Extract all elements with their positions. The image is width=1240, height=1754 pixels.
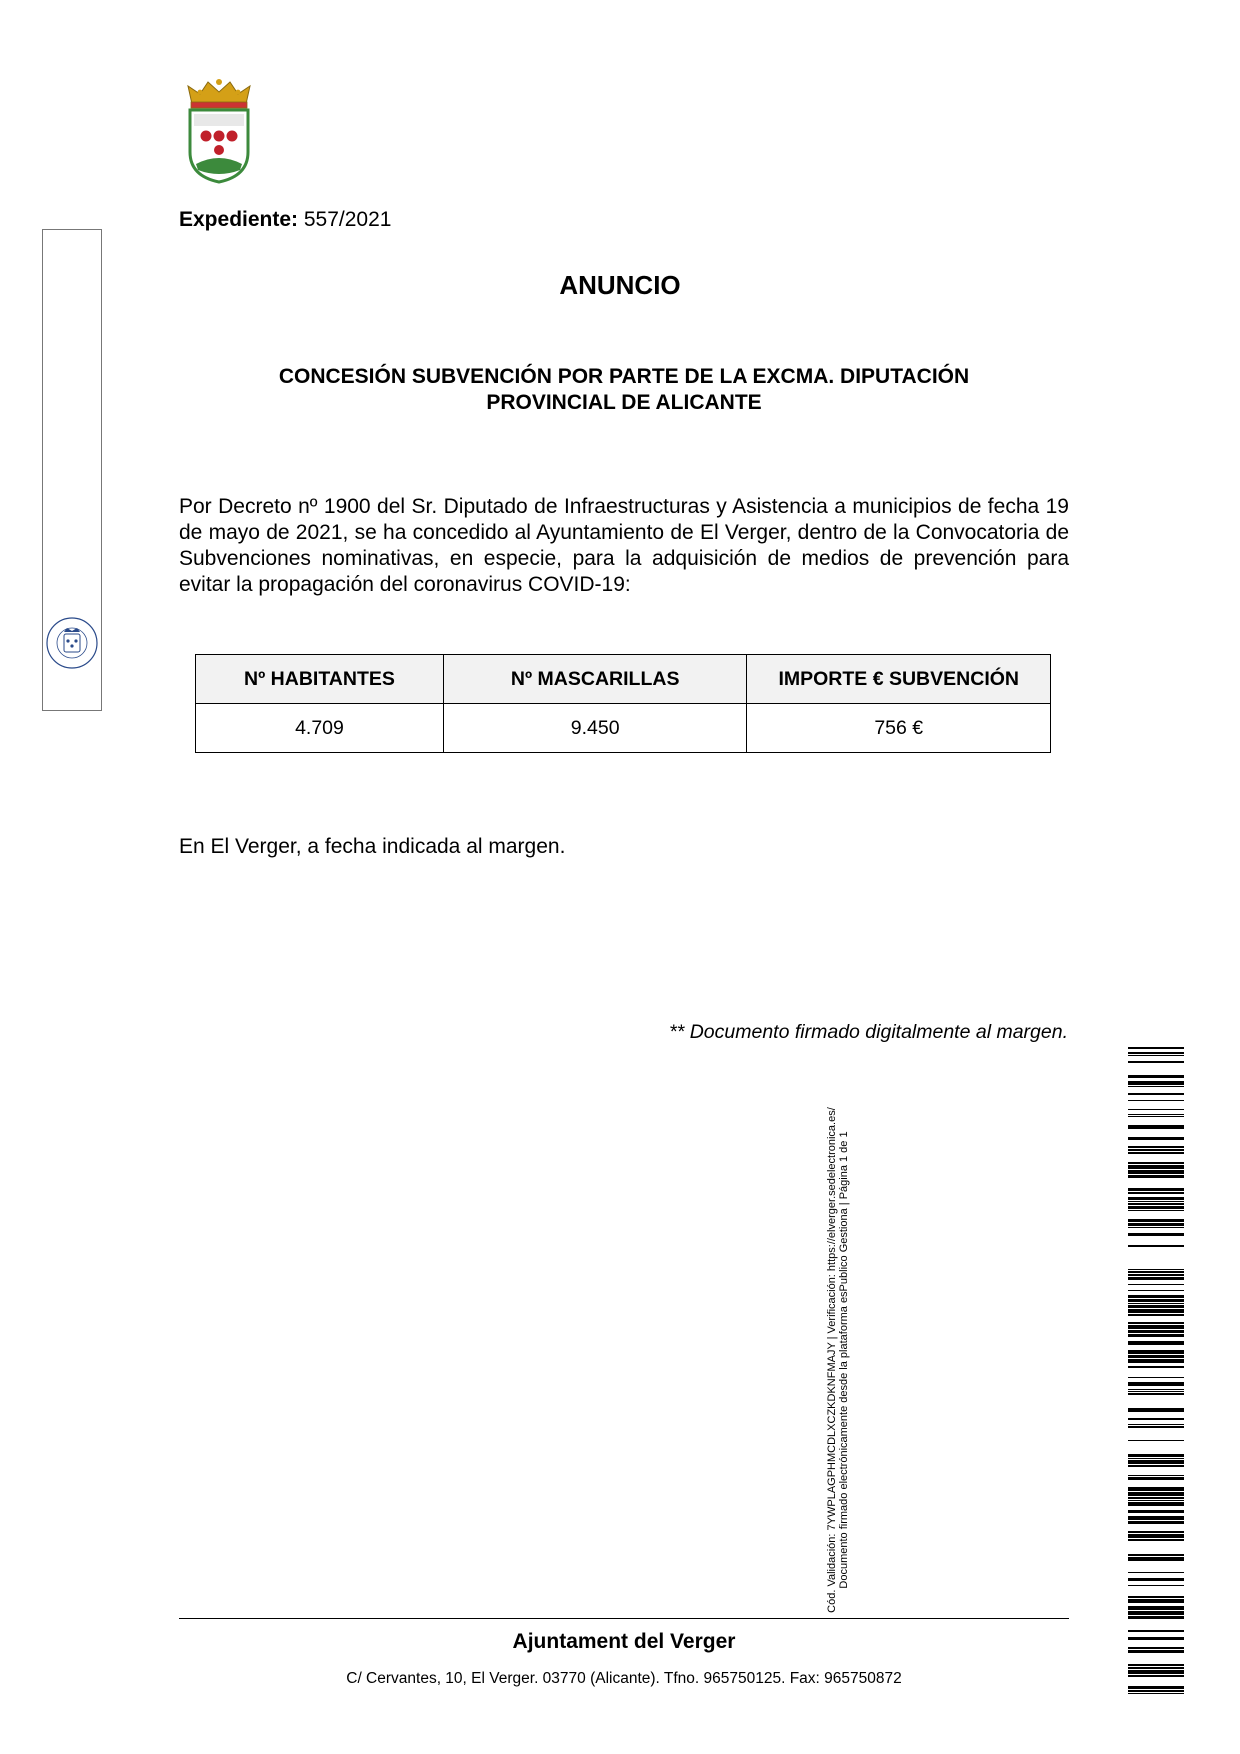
subtitle-line-1: CONCESIÓN SUBVENCIÓN POR PARTE DE LA EXCMA. DIPUTACIÓN <box>278 365 970 388</box>
barcode-bar <box>1128 1114 1184 1115</box>
closing-line: En El Verger, a fecha indicada al margen. <box>179 835 566 858</box>
barcode-bar <box>1128 1426 1184 1428</box>
barcode-bar <box>1128 1475 1184 1476</box>
cell-habitantes: 4.709 <box>196 704 444 753</box>
expediente-label: Expediente: <box>179 208 299 231</box>
seal-icon <box>45 616 99 670</box>
barcode-bar <box>1128 1382 1184 1386</box>
barcode-bar <box>1128 1330 1184 1333</box>
barcode-bar <box>1128 1284 1184 1285</box>
barcode-bar <box>1128 1465 1184 1467</box>
barcode-bar <box>1128 1152 1184 1154</box>
barcode-bar <box>1128 1206 1184 1209</box>
column-header-habitantes: Nº HABITANTES <box>196 655 444 704</box>
barcode-bar <box>1128 1341 1184 1345</box>
barcode-bar <box>1128 1299 1184 1302</box>
barcode-bar <box>1128 1322 1184 1324</box>
barcode-bar <box>1128 1305 1184 1308</box>
barcode-bar <box>1128 1670 1184 1674</box>
barcode-bar <box>1128 1637 1184 1640</box>
barcode-bar <box>1128 1047 1184 1049</box>
barcode-bar <box>1128 1487 1184 1491</box>
barcode-bar <box>1128 1093 1184 1095</box>
signed-note: ** Documento firmado digitalmente al margen. <box>669 1021 1068 1043</box>
barcode-bar <box>1128 1578 1184 1581</box>
barcode-bar <box>1128 1309 1184 1313</box>
barcode-bar <box>1128 1497 1184 1499</box>
barcode-bar <box>1128 1165 1184 1169</box>
footer-address: C/ Cervantes, 10, El Verger. 03770 (Alicante). Tfno. 965750125. Fax: 965750872 <box>346 1670 902 1687</box>
barcode-bar <box>1128 1647 1184 1649</box>
barcode-bar <box>1128 1596 1184 1598</box>
barcode-bar <box>1128 1197 1184 1200</box>
barcode-bar <box>1128 1137 1184 1140</box>
barcode-bar <box>1128 1500 1184 1501</box>
cell-mascarillas: 9.450 <box>443 704 747 753</box>
barcode-bar <box>1128 1052 1184 1054</box>
column-header-importe: IMPORTE € SUBVENCIÓN <box>747 655 1051 704</box>
barcode-bar <box>1128 1109 1184 1110</box>
barcode-bar <box>1128 1454 1184 1457</box>
footer-divider <box>179 1618 1069 1619</box>
barcode-bar <box>1128 1389 1184 1390</box>
barcode-bar <box>1128 1201 1184 1202</box>
body-paragraph: Por Decreto nº 1900 del Sr. Diputado de Infraestructuras y Asistencia a municipios de fecha 19 de mayo de 2021, se ha concedido al Ayuntamiento de El Verger, dentro de la Convocatoria de Subvenciones nominativas, en especie, para la adquisición de medios de prevención para evitar la propagación del coronavirus COVID-19: <box>179 495 1069 596</box>
barcode-bar <box>1128 1223 1184 1226</box>
barcode-bar <box>1128 1210 1184 1211</box>
barcode-bar <box>1128 1075 1184 1078</box>
barcode-bar <box>1128 1175 1184 1178</box>
barcode-bar <box>1128 1492 1184 1496</box>
column-header-mascarillas: Nº MASCARILLAS <box>443 655 747 704</box>
barcode-bar <box>1128 1149 1184 1151</box>
coat-of-arms-logo <box>184 78 254 184</box>
barcode-bar <box>1128 1599 1184 1603</box>
table-header-row <box>196 655 1051 704</box>
barcode-bar <box>1128 1188 1184 1191</box>
validation-line-1: Cód. Validación: 7YWPLAGPHMCDLXCZKDKNFMAJY | Verificación: https://elverger.sedelectronica.es/ <box>826 1107 838 1613</box>
barcode-bar <box>1128 1170 1184 1174</box>
barcode-bar <box>1128 1664 1184 1666</box>
crown-icon <box>188 79 250 108</box>
barcode-bar <box>1128 1377 1184 1378</box>
barcode-bar <box>1128 1393 1184 1395</box>
barcode-bar <box>1128 1539 1184 1541</box>
barcode-bar <box>1128 1086 1184 1087</box>
barcode-bar <box>1128 1460 1184 1464</box>
barcode-bar <box>1128 1686 1184 1689</box>
validation-line-2: Documento firmado electrónicamente desde la plataforma esPublico Gestiona | Página 1 de 1 <box>838 1131 850 1589</box>
barcode-bar <box>1128 1162 1184 1164</box>
barcode-bar <box>1128 1277 1184 1280</box>
barcode-bar <box>1128 1693 1184 1694</box>
barcode-bar <box>1128 1325 1184 1329</box>
barcode-bar <box>1128 1531 1184 1533</box>
barcode-bar <box>1128 1585 1184 1586</box>
barcode-bar <box>1128 1303 1184 1304</box>
barcode-bar <box>1128 1314 1184 1316</box>
barcode-bar <box>1128 1606 1184 1610</box>
barcode-bar <box>1128 1203 1184 1205</box>
cell-importe: 756 € <box>747 704 1051 753</box>
barcode-bar <box>1128 1418 1184 1420</box>
barcode-bar <box>1128 1502 1184 1506</box>
barcode-bar <box>1128 1274 1184 1276</box>
barcode-bar <box>1128 1350 1184 1354</box>
barcode-bar <box>1128 1227 1184 1228</box>
document-title: ANUNCIO <box>559 270 681 300</box>
expediente-value: 557/2021 <box>303 208 392 231</box>
validation-text <box>826 1000 850 1720</box>
barcode-bar <box>1128 1616 1184 1619</box>
barcode-bar <box>1128 1554 1184 1556</box>
barcode-bar <box>1128 1557 1184 1561</box>
barcode-bar <box>1128 1611 1184 1615</box>
barcode-bar <box>1128 1355 1184 1358</box>
barcode-bar <box>1128 1055 1184 1056</box>
table-row <box>196 704 1051 753</box>
barcode-bar <box>1128 1100 1184 1101</box>
barcode-bar <box>1128 1477 1184 1480</box>
barcode-bar <box>1128 1061 1184 1063</box>
barcode-bar <box>1128 1667 1184 1669</box>
barcode-bar <box>1128 1366 1184 1368</box>
document-subtitle <box>179 364 1069 416</box>
barcode-bar <box>1128 1233 1184 1236</box>
barcode-bar <box>1128 1290 1184 1291</box>
barcode-bar <box>1128 1458 1184 1459</box>
barcode-bar <box>1128 1408 1184 1412</box>
barcode-bar <box>1128 1271 1184 1273</box>
barcode-bar <box>1128 1521 1184 1524</box>
barcode-image <box>1128 1047 1184 1697</box>
footer-organization: Ajuntament del Verger <box>512 1630 736 1653</box>
barcode-bar <box>1128 1510 1184 1513</box>
barcode-bar <box>1128 1219 1184 1222</box>
barcode-bar <box>1128 1295 1184 1298</box>
barcode-bar <box>1128 1192 1184 1194</box>
barcode-bar <box>1128 1534 1184 1538</box>
barcode-bar <box>1128 1269 1184 1270</box>
barcode-bar <box>1128 1630 1184 1632</box>
barcode-bar <box>1128 1146 1184 1148</box>
barcode-bar <box>1128 1359 1184 1363</box>
barcode-bar <box>1128 1116 1184 1117</box>
barcode-bar <box>1128 1245 1184 1247</box>
barcode-bar <box>1128 1391 1184 1392</box>
barcode-bar <box>1128 1516 1184 1520</box>
barcode-bar <box>1128 1675 1184 1677</box>
barcode-bar <box>1128 1081 1184 1085</box>
barcode-bar <box>1128 1424 1184 1425</box>
barcode-bar <box>1128 1572 1184 1573</box>
barcode-bar <box>1128 1125 1184 1129</box>
barcode-bar <box>1128 1690 1184 1692</box>
barcode-bar <box>1128 1334 1184 1337</box>
barcode-bar <box>1128 1650 1184 1653</box>
subsidy-table <box>195 654 1051 753</box>
barcode-bar <box>1128 1440 1184 1441</box>
expediente-line <box>179 208 391 232</box>
subtitle-line-2: PROVINCIAL DE ALICANTE <box>486 391 762 414</box>
